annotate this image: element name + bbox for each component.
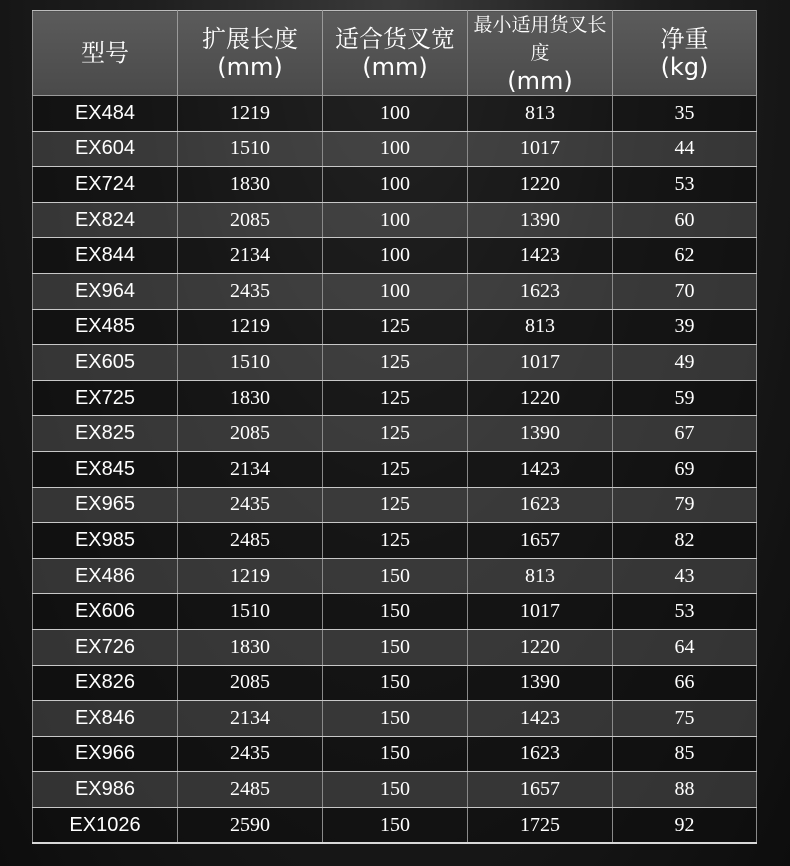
- net-weight-cell: 82: [613, 523, 757, 559]
- model-cell: EX606: [33, 594, 178, 630]
- table-row: [33, 523, 757, 559]
- table-body: [33, 96, 757, 844]
- fork-width-cell: 125: [323, 345, 468, 381]
- min-fork-length-cell: 1725: [468, 807, 613, 843]
- header-model: [33, 11, 178, 96]
- min-fork-length-cell: 1657: [468, 772, 613, 808]
- header-fork-width-label: 适合货叉宽: [335, 25, 455, 53]
- fork-width-cell: 150: [323, 594, 468, 630]
- table-row: [33, 701, 757, 737]
- fork-width-cell: 150: [323, 736, 468, 772]
- model-cell: EX826: [33, 665, 178, 701]
- header-extended-length-label: 扩展长度: [202, 25, 298, 53]
- model-cell: EX725: [33, 380, 178, 416]
- net-weight-cell: 66: [613, 665, 757, 701]
- net-weight-cell: 53: [613, 167, 757, 203]
- table-row: [33, 273, 757, 309]
- model-cell: EX726: [33, 629, 178, 665]
- net-weight-cell: 62: [613, 238, 757, 274]
- fork-width-cell: 125: [323, 309, 468, 345]
- net-weight-cell: 67: [613, 416, 757, 452]
- extended-length-cell: 2134: [178, 451, 323, 487]
- net-weight-cell: 44: [613, 131, 757, 167]
- model-cell: EX824: [33, 202, 178, 238]
- model-cell: EX484: [33, 96, 178, 132]
- model-cell: EX966: [33, 736, 178, 772]
- table-row: [33, 451, 757, 487]
- min-fork-length-cell: 1423: [468, 451, 613, 487]
- extended-length-cell: 1830: [178, 629, 323, 665]
- net-weight-cell: 69: [613, 451, 757, 487]
- fork-width-cell: 100: [323, 202, 468, 238]
- extended-length-cell: 2085: [178, 665, 323, 701]
- min-fork-length-cell: 1623: [468, 273, 613, 309]
- net-weight-cell: 79: [613, 487, 757, 523]
- fork-width-cell: 125: [323, 523, 468, 559]
- header-fork-width: [323, 11, 468, 96]
- extended-length-cell: 1219: [178, 558, 323, 594]
- table-row: [33, 238, 757, 274]
- min-fork-length-cell: 1657: [468, 523, 613, 559]
- table-row: [33, 772, 757, 808]
- table-row: [33, 736, 757, 772]
- table-row: [33, 345, 757, 381]
- model-cell: EX724: [33, 167, 178, 203]
- table-row: [33, 202, 757, 238]
- min-fork-length-cell: 1017: [468, 345, 613, 381]
- table-row: [33, 807, 757, 843]
- header-net-weight-unit: (kg): [660, 53, 709, 81]
- fork-width-cell: 125: [323, 380, 468, 416]
- extended-length-cell: 2085: [178, 416, 323, 452]
- table-row: [33, 665, 757, 701]
- extended-length-cell: 2134: [178, 238, 323, 274]
- min-fork-length-cell: 813: [468, 96, 613, 132]
- header-min-fork-length-unit: (mm): [507, 67, 573, 95]
- min-fork-length-cell: 1423: [468, 701, 613, 737]
- model-cell: EX485: [33, 309, 178, 345]
- fork-width-cell: 100: [323, 131, 468, 167]
- spec-table-container: [32, 10, 756, 844]
- extended-length-cell: 2134: [178, 701, 323, 737]
- extended-length-cell: 2485: [178, 772, 323, 808]
- extended-length-cell: 1219: [178, 96, 323, 132]
- extended-length-cell: 2435: [178, 273, 323, 309]
- net-weight-cell: 43: [613, 558, 757, 594]
- model-cell: EX605: [33, 345, 178, 381]
- table-row: [33, 96, 757, 132]
- fork-width-cell: 100: [323, 273, 468, 309]
- extended-length-cell: 1510: [178, 345, 323, 381]
- net-weight-cell: 49: [613, 345, 757, 381]
- extended-length-cell: 2590: [178, 807, 323, 843]
- fork-width-cell: 150: [323, 665, 468, 701]
- header-min-fork-length-label: 最小适用货叉长度: [473, 14, 607, 64]
- extended-length-cell: 2435: [178, 736, 323, 772]
- model-cell: EX825: [33, 416, 178, 452]
- header-model-label: 型号: [81, 39, 129, 67]
- fork-width-cell: 100: [323, 238, 468, 274]
- extended-length-cell: 1830: [178, 167, 323, 203]
- extended-length-cell: 1510: [178, 131, 323, 167]
- net-weight-cell: 35: [613, 96, 757, 132]
- min-fork-length-cell: 1220: [468, 629, 613, 665]
- min-fork-length-cell: 1220: [468, 380, 613, 416]
- fork-width-cell: 150: [323, 772, 468, 808]
- fork-width-cell: 125: [323, 487, 468, 523]
- net-weight-cell: 60: [613, 202, 757, 238]
- min-fork-length-cell: 1390: [468, 202, 613, 238]
- net-weight-cell: 70: [613, 273, 757, 309]
- table-row: [33, 487, 757, 523]
- fork-width-cell: 150: [323, 558, 468, 594]
- header-net-weight: [613, 11, 757, 96]
- min-fork-length-cell: 1220: [468, 167, 613, 203]
- min-fork-length-cell: 1623: [468, 487, 613, 523]
- model-cell: EX845: [33, 451, 178, 487]
- min-fork-length-cell: 1017: [468, 594, 613, 630]
- header-extended-length: [178, 11, 323, 96]
- fork-width-cell: 150: [323, 701, 468, 737]
- net-weight-cell: 53: [613, 594, 757, 630]
- fork-width-cell: 100: [323, 96, 468, 132]
- min-fork-length-cell: 1390: [468, 665, 613, 701]
- header-extended-length-unit: (mm): [217, 53, 283, 81]
- spec-table: [32, 10, 757, 844]
- extended-length-cell: 2485: [178, 523, 323, 559]
- extended-length-cell: 2435: [178, 487, 323, 523]
- net-weight-cell: 75: [613, 701, 757, 737]
- table-header-row: [33, 11, 757, 96]
- min-fork-length-cell: 1423: [468, 238, 613, 274]
- table-row: [33, 131, 757, 167]
- model-cell: EX964: [33, 273, 178, 309]
- net-weight-cell: 88: [613, 772, 757, 808]
- extended-length-cell: 2085: [178, 202, 323, 238]
- table-row: [33, 416, 757, 452]
- extended-length-cell: 1510: [178, 594, 323, 630]
- header-fork-width-unit: (mm): [362, 53, 428, 81]
- fork-width-cell: 100: [323, 167, 468, 203]
- net-weight-cell: 39: [613, 309, 757, 345]
- table-row: [33, 167, 757, 203]
- model-cell: EX1026: [33, 807, 178, 843]
- min-fork-length-cell: 1017: [468, 131, 613, 167]
- net-weight-cell: 59: [613, 380, 757, 416]
- model-cell: EX985: [33, 523, 178, 559]
- model-cell: EX986: [33, 772, 178, 808]
- fork-width-cell: 125: [323, 451, 468, 487]
- min-fork-length-cell: 1390: [468, 416, 613, 452]
- fork-width-cell: 150: [323, 807, 468, 843]
- extended-length-cell: 1219: [178, 309, 323, 345]
- net-weight-cell: 64: [613, 629, 757, 665]
- net-weight-cell: 85: [613, 736, 757, 772]
- min-fork-length-cell: 813: [468, 558, 613, 594]
- header-min-fork-length: [468, 11, 613, 96]
- min-fork-length-cell: 1623: [468, 736, 613, 772]
- table-row: [33, 380, 757, 416]
- table-row: [33, 309, 757, 345]
- model-cell: EX486: [33, 558, 178, 594]
- table-row: [33, 594, 757, 630]
- header-net-weight-label: 净重: [660, 25, 709, 53]
- table-row: [33, 558, 757, 594]
- net-weight-cell: 92: [613, 807, 757, 843]
- model-cell: EX846: [33, 701, 178, 737]
- model-cell: EX965: [33, 487, 178, 523]
- table-row: [33, 629, 757, 665]
- model-cell: EX844: [33, 238, 178, 274]
- min-fork-length-cell: 813: [468, 309, 613, 345]
- model-cell: EX604: [33, 131, 178, 167]
- fork-width-cell: 150: [323, 629, 468, 665]
- extended-length-cell: 1830: [178, 380, 323, 416]
- fork-width-cell: 125: [323, 416, 468, 452]
